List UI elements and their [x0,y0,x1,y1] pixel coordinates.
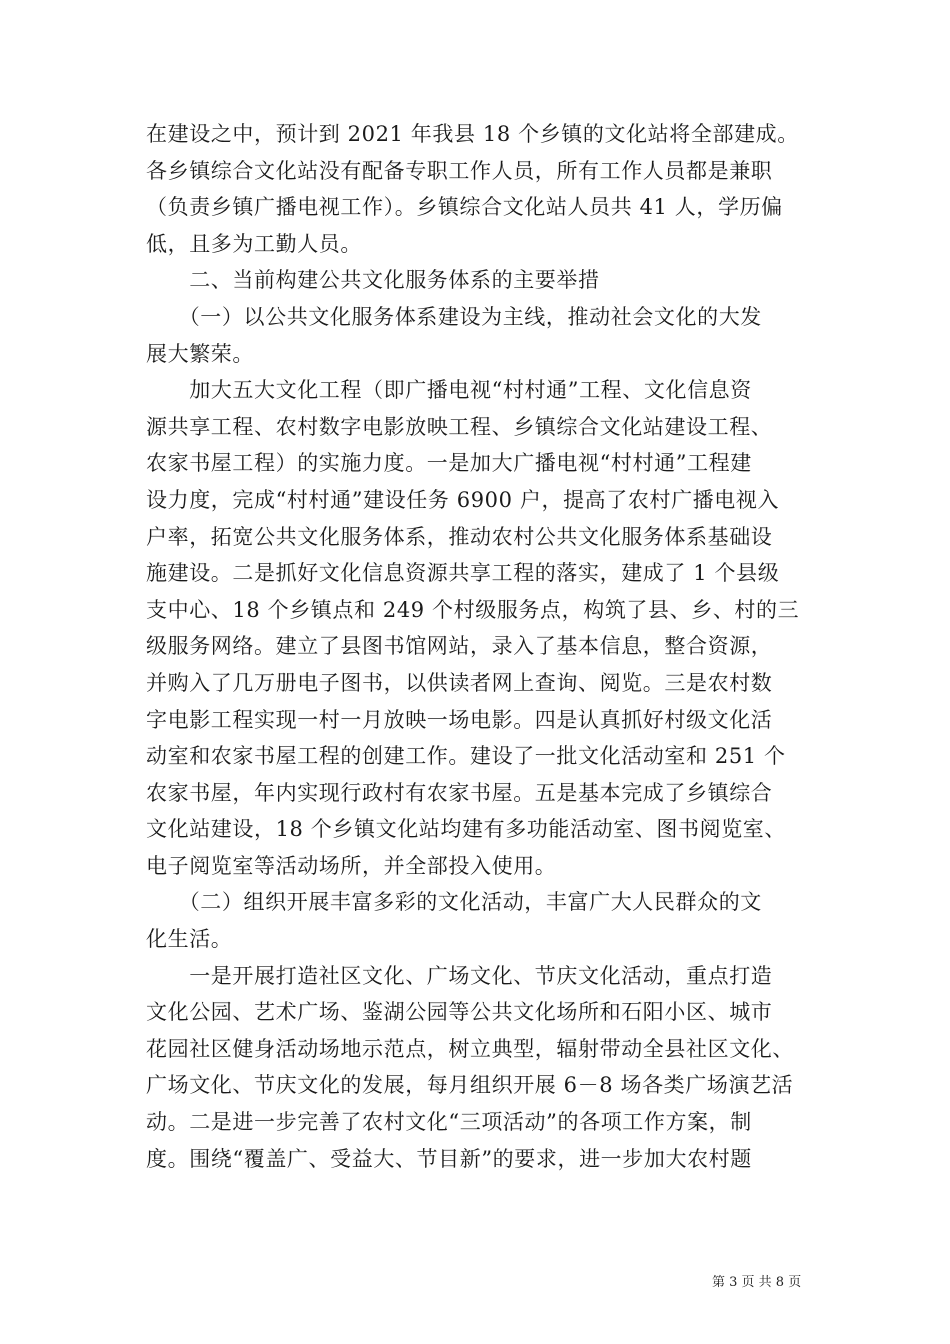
text-line: 字电影工程实现一村一月放映一场电影。四是认真抓好村级文化活 [146,707,773,732]
text-line: 支中心、18 个乡镇点和 249 个村级服务点，构筑了县、乡、村的三 [146,597,800,622]
text-line: 各乡镇综合文化站没有配备专职工作人员，所有工作人员都是兼职 [146,158,773,183]
text-line: 农家书屋，年内实现行政村有农家书屋。五是基本完成了乡镇综合 [146,780,773,805]
subsection-heading: （一）以公共文化服务体系建设为主线，推动社会文化的大发 [146,304,762,329]
text-line: 一是开展打造社区文化、广场文化、节庆文化活动，重点打造 [146,963,773,988]
text-line: 在建设之中，预计到 2021 年我县 18 个乡镇的文化站将全部建成。 [146,122,799,146]
text-line: 文化站建设，18 个乡镇文化站均建有多功能活动室、图书阅览室、 [146,817,786,842]
text-line: 低，且多为工勤人员。 [146,231,362,256]
document-body [146,116,810,1177]
text-line: 级服务网络。建立了县图书馆网站，录入了基本信息，整合资源， [146,634,773,659]
subsection-heading: （二）组织开展丰富多彩的文化活动，丰富广大人民群众的文 [146,890,762,915]
text-line: 度。围绕“覆盖广、受益大、节目新”的要求，进一步加大农村题 [146,1146,752,1171]
text-line: 动。二是进一步完善了农村文化“三项活动”的各项工作方案，制 [146,1110,752,1135]
text-line: 花园社区健身活动场地示范点，树立典型，辐射带动全县社区文化、 [146,1036,794,1061]
subsection-heading: 展大繁荣。 [146,341,254,366]
page-number-footer: 第 3 页 共 8 页 [712,1275,802,1290]
text-line: 文化公园、艺术广场、鉴湖公园等公共文化场所和石阳小区、城市 [146,1000,773,1025]
text-line: 电子阅览室等活动场所，并全部投入使用。 [146,853,557,878]
text-line: 源共享工程、农村数字电影放映工程、乡镇综合文化站建设工程、 [146,414,773,439]
text-line: 施建设。二是抓好文化信息资源共享工程的落实，建成了 1 个县级 [146,561,780,586]
text-line: （负责乡镇广播电视工作）。乡镇综合文化站人员共 41 人，学历偏 [146,195,783,220]
text-line: 设力度，完成“村村通”建设任务 6900 户，提高了农村广播电视入 [146,487,780,512]
text-line: 并购入了几万册电子图书，以供读者网上查询、阅览。三是农村数 [146,670,773,695]
text-line: 农家书屋工程）的实施力度。一是加大广播电视“村村通”工程建 [146,451,752,476]
text-line: 广场文化、节庆文化的发展，每月组织开展 6－8 场各类广场演艺活 [146,1073,794,1098]
subsection-heading: 化生活。 [146,927,233,952]
section-heading: 二、当前构建公共文化服务体系的主要举措 [146,268,600,293]
text-line: 户率，拓宽公共文化服务体系，推动农村公共文化服务体系基础设 [146,524,773,549]
text-line: 加大五大文化工程（即广播电视“村村通”工程、文化信息资 [146,378,752,403]
text-line: 动室和农家书屋工程的创建工作。建设了一批文化活动室和 251 个 [146,744,786,769]
